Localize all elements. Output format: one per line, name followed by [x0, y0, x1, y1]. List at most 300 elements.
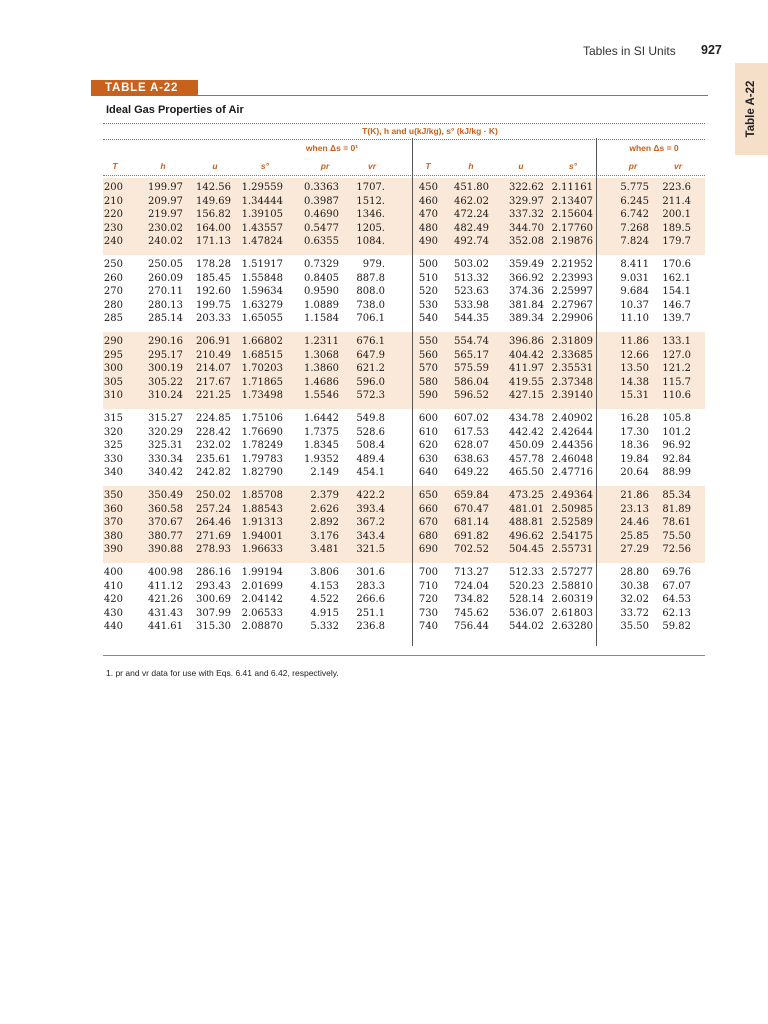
table-cell: 64.53	[662, 594, 691, 606]
table-cell: 230.02	[148, 222, 183, 234]
table-cell: 325	[103, 440, 123, 452]
table-cell: 520.23	[509, 580, 544, 592]
table-cell: 2.25997	[551, 286, 593, 298]
table-cell: 430	[103, 607, 123, 619]
table-cell: 544.02	[509, 621, 544, 633]
column-header: h	[160, 161, 166, 171]
table-cell: 17.30	[620, 426, 649, 438]
table-cell: 19.84	[620, 453, 649, 465]
table-cell: 4.522	[310, 594, 339, 606]
table-cell: 2.08870	[241, 621, 283, 633]
column-header: vr	[673, 161, 683, 171]
table-title-rule	[91, 95, 708, 96]
table-cell: 295.17	[148, 349, 183, 361]
column-header: pr	[320, 161, 330, 171]
table-cell: 25.85	[620, 530, 649, 542]
table-cell: 550	[418, 336, 438, 347]
table-cell: 6.245	[620, 195, 649, 207]
table-cell: 219.97	[148, 209, 183, 221]
table-cell: 156.82	[196, 209, 231, 221]
table-cell: 380.77	[148, 530, 183, 542]
table-cell: 20.64	[620, 467, 649, 479]
table-cell: 472.24	[454, 209, 489, 221]
table-cell: 2.379	[310, 490, 339, 501]
table-cell: 1.85708	[241, 490, 283, 501]
table-cell: 1.99194	[241, 567, 283, 578]
table-cell: 549.8	[356, 413, 385, 424]
table-cell: 2.33685	[551, 349, 593, 361]
table-cell: 290	[103, 336, 123, 347]
table-cell: 285	[103, 313, 123, 325]
table-cell: 96.92	[662, 440, 691, 452]
table-cell: 164.00	[196, 222, 231, 234]
table-cell: 1.3068	[304, 349, 339, 361]
table-cell: 2.44356	[551, 440, 593, 452]
table-cell: 389.34	[509, 313, 544, 325]
table-cell: 745.62	[454, 607, 489, 619]
table-cell: 101.2	[662, 426, 691, 438]
table-cell: 69.76	[662, 567, 691, 578]
table-cell: 390	[103, 544, 123, 556]
table-cell: 28.80	[620, 567, 649, 578]
table-cell: 242.82	[196, 467, 231, 479]
table-cell: 3.176	[310, 530, 339, 542]
table-cell: 496.62	[509, 530, 544, 542]
table-cell: 1.5546	[304, 390, 339, 402]
table-cell: 640	[418, 467, 438, 479]
table-cell: 115.7	[662, 376, 691, 388]
table-cell: 724.04	[454, 580, 489, 592]
table-cell: 2.39140	[551, 390, 593, 402]
table-cell: 185.45	[196, 272, 231, 284]
table-cell: 0.4690	[304, 209, 339, 221]
table-cell: 691.82	[454, 530, 489, 542]
table-cell: 2.50985	[551, 503, 593, 515]
table-cell: 533.98	[454, 299, 489, 311]
table-cell: 649.22	[454, 467, 489, 479]
table-cell: 290.16	[148, 336, 183, 347]
table-cell: 325.31	[148, 440, 183, 452]
table-cell: 808.0	[356, 286, 385, 298]
table-cell: 1.1584	[304, 313, 339, 325]
table-cell: 310	[103, 390, 123, 402]
table-cell: 0.8405	[304, 272, 339, 284]
table-cell: 0.9590	[304, 286, 339, 298]
page-header-title: Tables in SI Units	[583, 44, 676, 58]
when-label-right: when Δs = 0	[629, 143, 679, 153]
table-cell: 3.806	[310, 567, 339, 578]
table-cell: 81.89	[662, 503, 691, 515]
table-cell: 396.86	[509, 336, 544, 347]
table-cell: 659.84	[454, 490, 489, 501]
table-cell: 465.50	[509, 467, 544, 479]
table-cell: 1.88543	[241, 503, 283, 515]
column-header: u	[518, 161, 524, 171]
table-cell: 1205.	[356, 222, 385, 234]
table-cell: 235.61	[196, 453, 231, 465]
table-cell: 2.29906	[551, 313, 593, 325]
table-cell: 343.4	[356, 530, 385, 542]
page-number: 927	[701, 43, 722, 57]
table-cell: 441.61	[148, 621, 183, 633]
table-cell: 27.29	[620, 544, 649, 556]
table-cell: 224.85	[196, 413, 231, 424]
table-cell: 127.0	[662, 349, 691, 361]
table-cell: 3.481	[310, 544, 339, 556]
table-cell: 621.2	[356, 363, 385, 375]
table-cell: 650	[418, 490, 438, 501]
table-cell: 1.8345	[304, 440, 339, 452]
table-cell: 2.60319	[551, 594, 593, 606]
table-cell: 250.05	[148, 259, 183, 270]
table-cell: 681.14	[454, 517, 489, 529]
table-cell: 322.62	[509, 182, 544, 193]
table-cell: 359.49	[509, 259, 544, 270]
table-cell: 590	[418, 390, 438, 402]
column-divider-left	[412, 138, 413, 646]
table-cell: 14.38	[620, 376, 649, 388]
table-cell: 1.71865	[241, 376, 283, 388]
table-cell: 260	[103, 272, 123, 284]
table-cell: 2.19876	[551, 236, 593, 248]
table-cell: 18.36	[620, 440, 649, 452]
table-cell: 1.51917	[241, 259, 283, 270]
table-cell: 300.69	[196, 594, 231, 606]
table-cell: 586.04	[454, 376, 489, 388]
row-group	[103, 563, 705, 640]
table-cell: 512.33	[509, 567, 544, 578]
table-cell: 404.42	[509, 349, 544, 361]
table-cell: 503.02	[454, 259, 489, 270]
table-cell: 72.56	[662, 544, 691, 556]
table-cell: 617.53	[454, 426, 489, 438]
table-cell: 2.17760	[551, 222, 593, 234]
table-cell: 251.1	[356, 607, 385, 619]
column-header: s°	[568, 161, 578, 171]
table-cell: 2.46048	[551, 453, 593, 465]
table-cell: 110.6	[662, 390, 691, 402]
dotted-rule-header	[103, 175, 705, 176]
table-cell: 0.7329	[304, 259, 339, 270]
table-cell: 293.43	[196, 580, 231, 592]
table-cell: 610	[418, 426, 438, 438]
column-header: s°	[260, 161, 270, 171]
table-cell: 504.45	[509, 544, 544, 556]
table-cell: 442.42	[509, 426, 544, 438]
side-tab-label: Table A-22	[745, 80, 757, 138]
table-cell: 210.49	[196, 349, 231, 361]
table-cell: 1.7375	[304, 426, 339, 438]
table-cell: 280	[103, 299, 123, 311]
table-cell: 492.74	[454, 236, 489, 248]
table-cell: 734.82	[454, 594, 489, 606]
table-cell: 210	[103, 195, 123, 207]
table-cell: 575.59	[454, 363, 489, 375]
when-label-left: when Δs = 0¹	[305, 143, 359, 153]
column-header: u	[212, 161, 218, 171]
table-cell: 271.69	[196, 530, 231, 542]
table-cell: 189.5	[662, 222, 691, 234]
table-cell: 315	[103, 413, 123, 424]
table-cell: 16.28	[620, 413, 649, 424]
table-cell: 280.13	[148, 299, 183, 311]
dotted-rule-top	[103, 123, 705, 124]
table-cell: 1.79783	[241, 453, 283, 465]
table-cell: 35.50	[620, 621, 649, 633]
table-cell: 105.8	[662, 413, 691, 424]
row-group	[103, 332, 705, 409]
table-cell: 411.97	[509, 363, 544, 375]
footnote: 1. pr and vr data for use with Eqs. 6.41 and 6.42, respectively.	[106, 668, 339, 678]
table-cell: 400.98	[148, 567, 183, 578]
table-cell: 2.21952	[551, 259, 593, 270]
table-cell: 2.49364	[551, 490, 593, 501]
table-cell: 300.19	[148, 363, 183, 375]
table-cell: 9.031	[620, 272, 649, 284]
table-cell: 8.411	[620, 259, 649, 270]
table-cell: 1.9352	[304, 453, 339, 465]
table-cell: 374.36	[509, 286, 544, 298]
table-cell: 544.35	[454, 313, 489, 325]
table-cell: 1084.	[356, 236, 385, 248]
table-cell: 2.58810	[551, 580, 593, 592]
table-cell: 1.82790	[241, 467, 283, 479]
table-cell: 419.55	[509, 376, 544, 388]
table-cell: 121.2	[662, 363, 691, 375]
table-cell: 560	[418, 349, 438, 361]
table-cell: 59.82	[662, 621, 691, 633]
table-cell: 352.08	[509, 236, 544, 248]
table-cell: 887.8	[356, 272, 385, 284]
table-cell: 370.67	[148, 517, 183, 529]
table-cell: 1.3860	[304, 363, 339, 375]
table-cell: 223.6	[662, 182, 691, 193]
table-cell: 4.915	[310, 607, 339, 619]
table-cell: 1346.	[356, 209, 385, 221]
table-cell: 340	[103, 467, 123, 479]
row-group	[103, 486, 705, 563]
table-cell: 523.63	[454, 286, 489, 298]
table-cell: 0.3987	[304, 195, 339, 207]
table-cell: 462.02	[454, 195, 489, 207]
table-cell: 2.35531	[551, 363, 593, 375]
table-cell: 660	[418, 503, 438, 515]
table-cell: 149.69	[196, 195, 231, 207]
table-cell: 422.2	[356, 490, 385, 501]
table-cell: 740	[418, 621, 438, 633]
table-cell: 1.63279	[241, 299, 283, 311]
table-cell: 1.73498	[241, 390, 283, 402]
table-cell: 1.66802	[241, 336, 283, 347]
table-cell: 15.31	[620, 390, 649, 402]
table-cell: 2.11161	[551, 182, 593, 193]
table-cell: 5.332	[310, 621, 339, 633]
table-cell: 350.49	[148, 490, 183, 501]
table-cell: 162.1	[662, 272, 691, 284]
table-cell: 310.24	[148, 390, 183, 402]
table-cell: 676.1	[356, 336, 385, 347]
table-cell: 510	[418, 272, 438, 284]
table-cell: 179.7	[662, 236, 691, 248]
table-cell: 360.58	[148, 503, 183, 515]
table-cell: 528.6	[356, 426, 385, 438]
table-cell: 4.153	[310, 580, 339, 592]
table-cell: 481.01	[509, 503, 544, 515]
table-cell: 482.49	[454, 222, 489, 234]
table-cell: 470	[418, 209, 438, 221]
table-badge: TABLE A-22	[91, 80, 198, 96]
table-cell: 1.0889	[304, 299, 339, 311]
table-cell: 1.47824	[241, 236, 283, 248]
table-cell: 221.25	[196, 390, 231, 402]
table-cell: 11.86	[620, 336, 649, 347]
table-cell: 393.4	[356, 503, 385, 515]
table-cell: 264.46	[196, 517, 231, 529]
table-cell: 440	[103, 621, 123, 633]
table-cell: 67.07	[662, 580, 691, 592]
table-cell: 170.6	[662, 259, 691, 270]
table-cell: 330	[103, 453, 123, 465]
table-cell: 1.43557	[241, 222, 283, 234]
table-cell: 270.11	[148, 286, 183, 298]
table-cell: 490	[418, 236, 438, 248]
table-cell: 0.5477	[304, 222, 339, 234]
table-cell: 570	[418, 363, 438, 375]
row-group	[103, 178, 705, 255]
table-cell: 320.29	[148, 426, 183, 438]
table-cell: 2.892	[310, 517, 339, 529]
table-cell: 1.70203	[241, 363, 283, 375]
table-cell: 9.684	[620, 286, 649, 298]
table-cell: 214.07	[196, 363, 231, 375]
table-cell: 702.52	[454, 544, 489, 556]
table-cell: 203.33	[196, 313, 231, 325]
table-cell: 1.94001	[241, 530, 283, 542]
table-cell: 337.32	[509, 209, 544, 221]
table-cell: 720	[418, 594, 438, 606]
table-cell: 2.06533	[241, 607, 283, 619]
table-cell: 232.02	[196, 440, 231, 452]
column-header: T	[112, 161, 118, 171]
table-cell: 1.96633	[241, 544, 283, 556]
table-cell: 421.26	[148, 594, 183, 606]
table-cell: 1.68515	[241, 349, 283, 361]
side-tab	[735, 63, 768, 155]
table-cell: 580	[418, 376, 438, 388]
table-cell: 434.78	[509, 413, 544, 424]
table-cell: 24.46	[620, 517, 649, 529]
table-cell: 1.6442	[304, 413, 339, 424]
table-cell: 250	[103, 259, 123, 270]
table-cell: 710	[418, 580, 438, 592]
table-cell: 2.52589	[551, 517, 593, 529]
table-cell: 315.27	[148, 413, 183, 424]
table-cell: 295	[103, 349, 123, 361]
table-cell: 2.42644	[551, 426, 593, 438]
table-cell: 2.626	[310, 503, 339, 515]
table-cell: 1.76690	[241, 426, 283, 438]
table-cell: 350	[103, 490, 123, 501]
table-cell: 5.775	[620, 182, 649, 193]
table-cell: 329.97	[509, 195, 544, 207]
table-cell: 628.07	[454, 440, 489, 452]
table-cell: 620	[418, 440, 438, 452]
table-cell: 270	[103, 286, 123, 298]
table-cell: 2.40902	[551, 413, 593, 424]
table-cell: 30.38	[620, 580, 649, 592]
table-cell: 340.42	[148, 467, 183, 479]
table-cell: 454.1	[356, 467, 385, 479]
table-cell: 460	[418, 195, 438, 207]
table-cell: 528.14	[509, 594, 544, 606]
table-cell: 330.34	[148, 453, 183, 465]
table-cell: 192.60	[196, 286, 231, 298]
table-cell: 199.75	[196, 299, 231, 311]
table-cell: 2.55731	[551, 544, 593, 556]
table-cell: 738.0	[356, 299, 385, 311]
table-cell: 431.43	[148, 607, 183, 619]
table-cell: 2.31809	[551, 336, 593, 347]
table-cell: 1.55848	[241, 272, 283, 284]
property-table	[103, 178, 705, 640]
table-cell: 32.02	[620, 594, 649, 606]
table-cell: 427.15	[509, 390, 544, 402]
table-cell: 473.25	[509, 490, 544, 501]
table-cell: 1.2311	[304, 336, 339, 347]
table-cell: 1.4686	[304, 376, 339, 388]
table-cell: 344.70	[509, 222, 544, 234]
table-cell: 1.39105	[241, 209, 283, 221]
table-cell: 21.86	[620, 490, 649, 501]
table-cell: 236.8	[356, 621, 385, 633]
table-cell: 211.4	[662, 195, 691, 207]
table-cell: 596.0	[356, 376, 385, 388]
table-cell: 33.72	[620, 607, 649, 619]
table-cell: 2.13407	[551, 195, 593, 207]
table-cell: 75.50	[662, 530, 691, 542]
units-line: T(K), h and u(kJ/kg), s° (kJ/kg · K)	[362, 126, 498, 136]
table-cell: 220	[103, 209, 123, 221]
table-cell: 2.37348	[551, 376, 593, 388]
table-cell: 600	[418, 413, 438, 424]
table-cell: 0.3363	[304, 182, 339, 193]
column-header: pr	[628, 161, 638, 171]
table-cell: 2.04142	[241, 594, 283, 606]
table-cell: 390.88	[148, 544, 183, 556]
table-cell: 285.14	[148, 313, 183, 325]
table-cell: 420	[103, 594, 123, 606]
table-cell: 200.1	[662, 209, 691, 221]
table-caption: Ideal Gas Properties of Air	[106, 104, 244, 116]
table-cell: 200	[103, 182, 123, 193]
table-cell: 536.07	[509, 607, 544, 619]
column-divider-right	[596, 138, 597, 646]
table-cell: 133.1	[662, 336, 691, 347]
table-cell: 301.6	[356, 567, 385, 578]
table-cell: 10.37	[620, 299, 649, 311]
table-cell: 360	[103, 503, 123, 515]
table-cell: 670	[418, 517, 438, 529]
table-cell: 7.824	[620, 236, 649, 248]
table-cell: 508.4	[356, 440, 385, 452]
table-cell: 540	[418, 313, 438, 325]
table-cell: 228.42	[196, 426, 231, 438]
table-cell: 367.2	[356, 517, 385, 529]
table-cell: 400	[103, 567, 123, 578]
table-cell: 572.3	[356, 390, 385, 402]
table-cell: 630	[418, 453, 438, 465]
table-cell: 88.99	[662, 467, 691, 479]
